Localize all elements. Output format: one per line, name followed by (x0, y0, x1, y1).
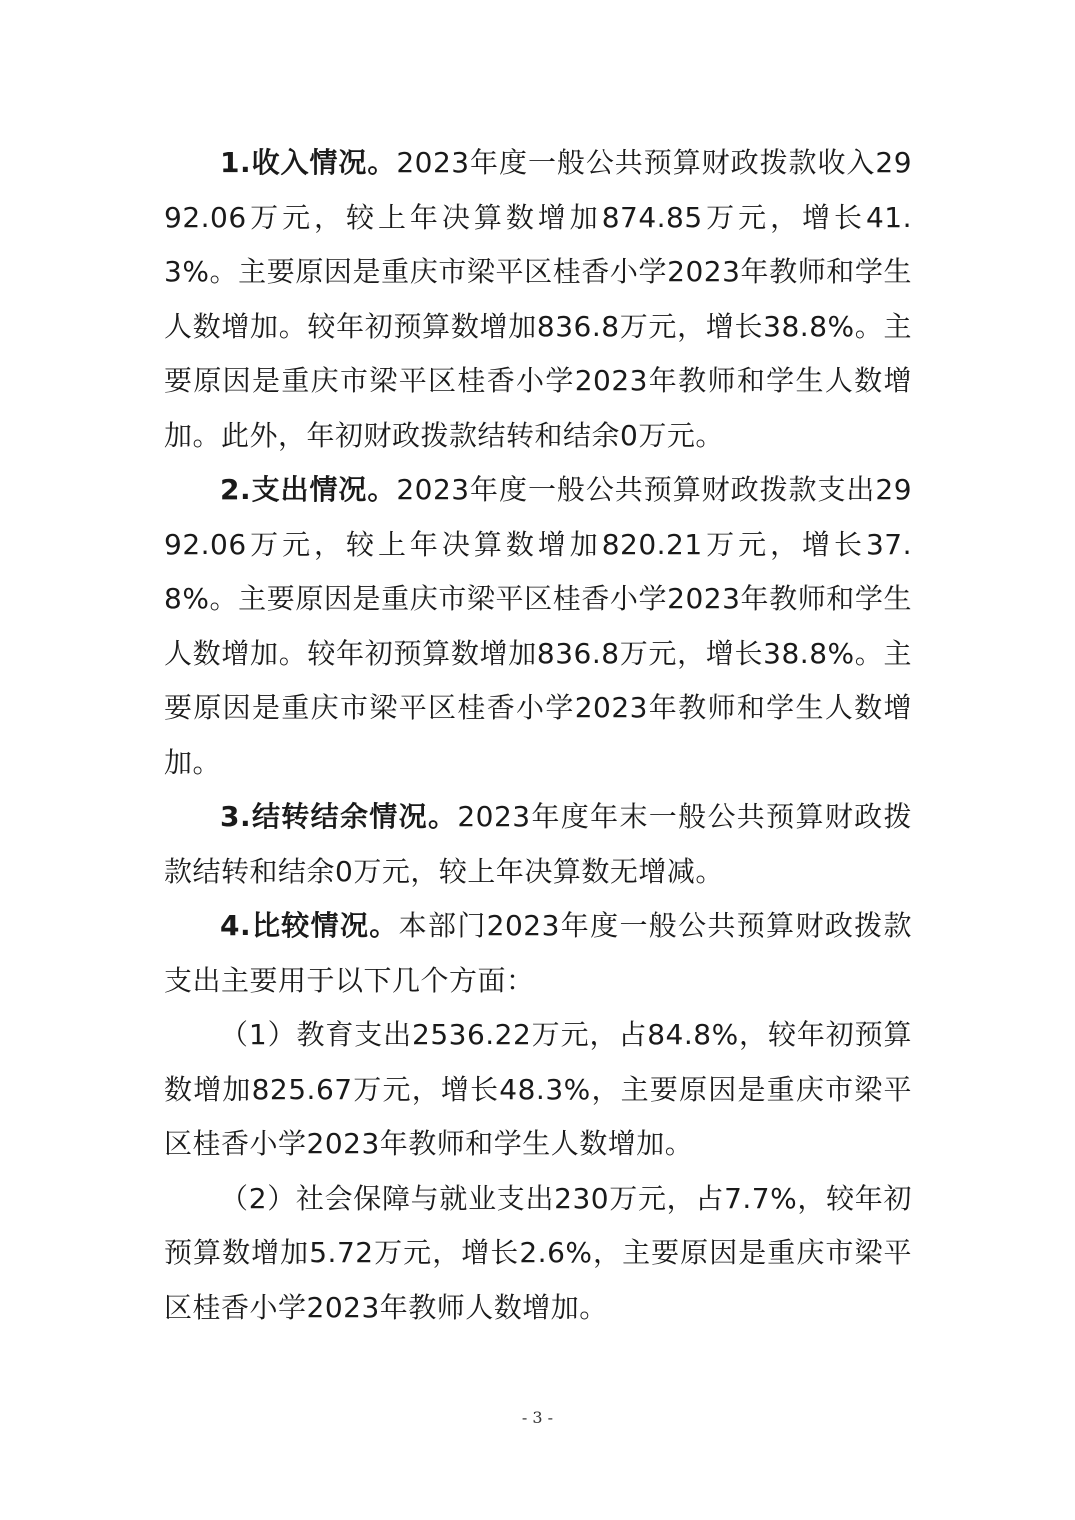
text-education: （1）教育支出2536.22万元，占84.8%，较年初预算数增加825.67万元，增长48.3%，主要原因是重庆市梁平区桂香小学2023年教师和学生人数增加。 (164, 1018, 912, 1160)
heading-comparison: 4.比较情况。 (220, 909, 399, 942)
text-expenditure: 2023年度一般公共预算财政拨款支出2992.06万元，较上年决算数增加820.21万元，增长37.8%。主要原因是重庆市梁平区桂香小学2023年教师和学生人数增加。较年初预算数增加836.8万元，增长38.8%。主要原因是重庆市梁平区桂香小学2023年教师和学生人数增加。 (164, 473, 913, 779)
heading-income: 1.收入情况。 (220, 146, 397, 179)
heading-carryover: 3.结转结余情况。 (220, 800, 458, 833)
text-carryover: 2023年度年末一般公共预算财政拨款结转和结余0万元，较上年决算数无增减。 (164, 800, 913, 888)
text-comparison: 本部门2023年度一般公共预算财政拨款支出主要用于以下几个方面： (164, 909, 912, 997)
paragraph-education (164, 1008, 912, 1172)
text-social-security: （2）社会保障与就业支出230万元，占7.7%，较年初预算数增加5.72万元，增长2.6%，主要原因是重庆市梁平区桂香小学2023年教师人数增加。 (164, 1181, 912, 1324)
document-body (164, 136, 912, 1335)
paragraph-social-security (164, 1172, 912, 1336)
text-income: 2023年度一般公共预算财政拨款收入2992.06万元，较上年决算数增加874.85万元，增长41.3%。主要原因是重庆市梁平区桂香小学2023年教师和学生人数增加。较年初预算数增加836.8万元，增长38.8%。主要原因是重庆市梁平区桂香小学2023年教师和学生人数增加。此外，年初财政拨款结转和结余0万元。 (164, 146, 913, 452)
page-number: - 3 - (521, 1408, 554, 1427)
paragraph-carryover (164, 790, 912, 899)
paragraph-comparison (164, 899, 912, 1008)
heading-expenditure: 2.支出情况。 (220, 473, 397, 506)
paragraph-expenditure (164, 463, 912, 790)
paragraph-income (164, 136, 912, 463)
